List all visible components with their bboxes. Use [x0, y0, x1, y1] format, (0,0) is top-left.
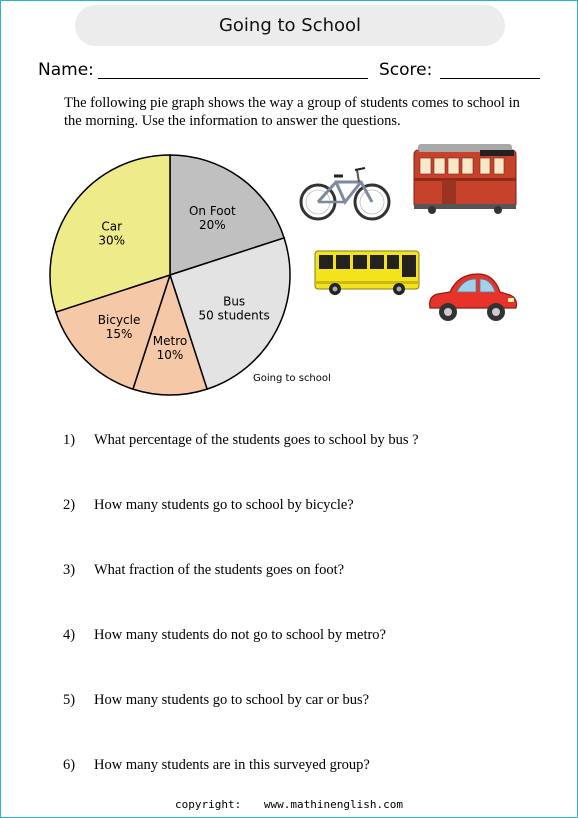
slice-value: 30% — [98, 233, 126, 248]
copyright-label: copyright: — [175, 798, 242, 811]
slice-label: Bus — [223, 294, 246, 309]
bus-icon — [313, 248, 421, 298]
question-number: 1) — [63, 432, 76, 448]
question-number: 6) — [63, 757, 76, 773]
slice-label: Metro — [152, 334, 188, 348]
question-text: What fraction of the students goes on foot? — [94, 562, 345, 578]
tram-icon — [410, 140, 520, 216]
slice-label: Bicycle — [97, 312, 141, 327]
question-number: 2) — [63, 497, 76, 513]
pie-chart — [45, 150, 295, 400]
site-link[interactable]: www.mathinenglish.com — [263, 798, 403, 811]
slice-label: On Foot — [188, 203, 236, 218]
slice-value: 10% — [156, 348, 184, 362]
worksheet-title: Going to School — [75, 5, 505, 46]
name-label: Name: — [38, 60, 94, 80]
question-number: 5) — [63, 692, 76, 708]
bicycle-icon — [299, 160, 391, 222]
question-text: How many students are in this surveyed group? — [94, 757, 370, 773]
question-number: 3) — [63, 562, 76, 578]
slice-value: 20% — [198, 217, 226, 232]
slice-value: 15% — [105, 326, 133, 341]
score-field[interactable] — [440, 78, 540, 79]
car-icon — [424, 268, 520, 326]
question-text: What percentage of the students goes to school by bus ? — [94, 432, 419, 448]
question-text: How many students go to school by bicycle? — [94, 497, 354, 513]
chart-caption: Going to school — [253, 373, 331, 384]
name-field[interactable] — [98, 78, 368, 79]
intro-text: The following pie graph shows the way a group of students comes to school in the morning. Use the information to answer the questions. — [64, 95, 520, 129]
question-number: 4) — [63, 627, 76, 643]
question-text: How many students go to school by car or bus? — [94, 692, 370, 708]
footer — [0, 798, 578, 811]
question-text: How many students do not go to school by metro? — [94, 627, 386, 643]
slice-value: 50 students — [198, 308, 270, 323]
slice-label: Car — [101, 219, 123, 234]
score-label: Score: — [379, 60, 433, 80]
